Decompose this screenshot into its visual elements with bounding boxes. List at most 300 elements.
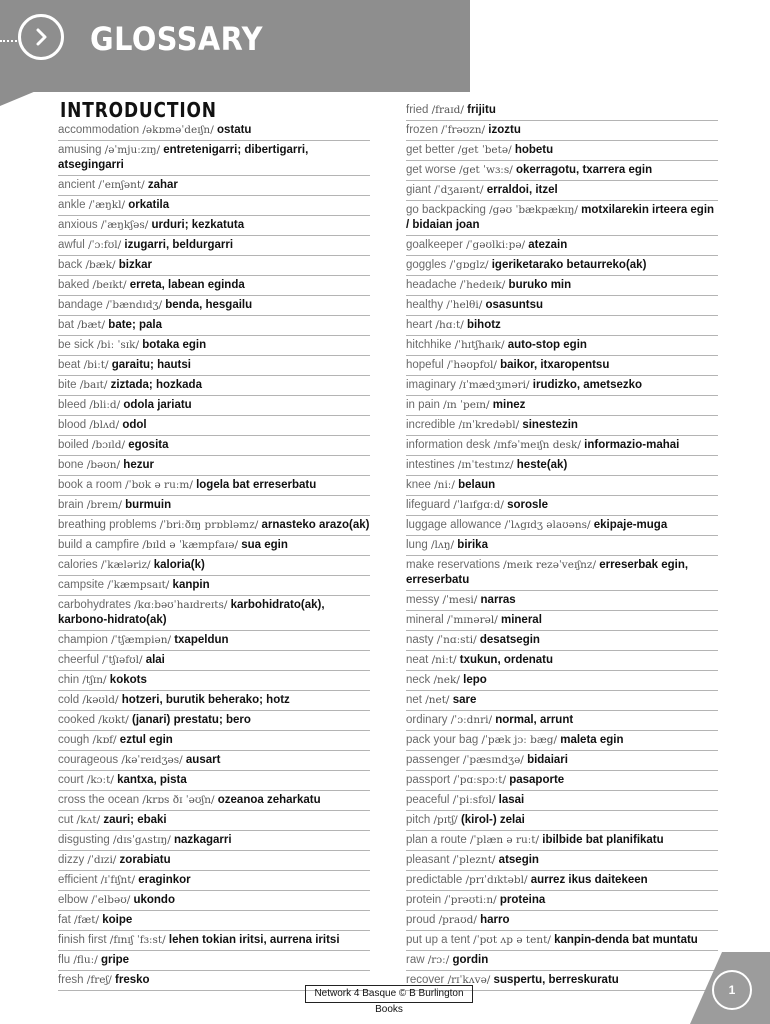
entry-pronunciation: /ˈhelθi/ [446,299,483,311]
glossary-entry [406,516,718,536]
glossary-entry [58,931,370,951]
glossary-entry [58,516,370,536]
entry-translation: suspertu, berreskuratu [493,974,619,986]
entry-pronunciation: /hɑːt/ [435,319,464,331]
glossary-entry [406,556,718,591]
entry-translation: arnasteko arazo(ak) [261,519,370,531]
entry-word: calories [58,559,98,571]
glossary-entry [58,176,370,196]
entry-word: neat [406,654,429,666]
entry-word: cut [58,814,74,826]
glossary-entry [406,296,718,316]
entry-word: mineral [406,614,444,626]
entry-word: heart [406,319,433,331]
entry-word: accommodation [58,124,140,136]
entry-word: knee [406,479,431,491]
entry-pronunciation: /ˈplæn ə ruːt/ [469,834,540,846]
entry-pronunciation: /baɪt/ [79,379,108,391]
glossary-entry [406,951,718,971]
glossary-entry [406,711,718,731]
entry-translation: odol [122,419,147,431]
entry-pronunciation: /bæt/ [77,319,106,331]
entry-word: ordinary [406,714,448,726]
entry-pronunciation: /freʃ/ [86,974,112,986]
entry-translation: desatsegin [479,634,540,646]
entry-translation: zauri; ebaki [103,814,167,826]
glossary-entry [58,751,370,771]
glossary-entry [58,216,370,236]
entry-word: cough [58,734,90,746]
entry-word: bat [58,319,74,331]
entry-translation: informazio-mahai [584,439,680,451]
glossary-entry [58,651,370,671]
entry-translation: baikor, itxaropentsu [500,359,610,371]
entry-translation: pasaporte [509,774,565,786]
entry-translation: ekipaje-muga [593,519,668,531]
entry-translation: txapeldun [174,634,229,646]
entry-translation: ziztada; hozkada [110,379,202,391]
entry-word: build a campfire [58,539,140,551]
entry-word: cold [58,694,80,706]
glossary-entry [58,596,370,631]
entry-word: goggles [406,259,447,271]
entry-word: fried [406,104,429,116]
entry-pronunciation: /ˈmesi/ [442,594,478,606]
entry-translation: egosita [128,439,169,451]
entry-pronunciation: /ˈmɪnərəl/ [446,614,498,626]
entry-pronunciation: /ˈlaɪfgɑːd/ [453,499,504,511]
glossary-entry [406,671,718,691]
entry-pronunciation: /kɔːt/ [86,774,114,786]
entry-pronunciation: /ˈpʊt ʌp ə tent/ [473,934,551,946]
entry-translation: ausart [185,754,221,766]
chevron-right-icon [18,14,64,60]
entry-pronunciation: /biː ˈsɪk/ [97,339,140,351]
glossary-entry [406,691,718,711]
entry-word: campsite [58,579,105,591]
entry-translation: ostatu [216,124,252,136]
entry-word: brain [58,499,84,511]
glossary-entry [406,476,718,496]
entry-translation: kokots [109,674,147,686]
entry-translation: erreta, labean eginda [129,279,245,291]
entry-word: pack your bag [406,734,479,746]
entry-word: hopeful [406,359,444,371]
entry-translation: aurrez ikus daitekeen [530,874,648,886]
entry-pronunciation: /ɪnˈtestɪnz/ [457,459,514,471]
entry-translation: maleta egin [560,734,624,746]
entry-translation: eraginkor [138,874,191,886]
entry-word: frozen [406,124,438,136]
glossary-entry [406,651,718,671]
entry-translation: ukondo [133,894,175,906]
entry-pronunciation: /ˈpɑːspɔːt/ [453,774,507,786]
entry-translation: fresko [115,974,150,986]
glossary-entry [406,376,718,396]
entry-word: bleed [58,399,87,411]
entry-pronunciation: /ɪnˈkredəbl/ [458,419,520,431]
entry-word: breathing problems [58,519,157,531]
entry-word: recover [406,974,445,986]
glossary-entry [406,791,718,811]
entry-pronunciation: /beɪkt/ [92,279,127,291]
entry-word: hitchhike [406,339,452,351]
entry-pronunciation: /ˈdɪzi/ [87,854,117,866]
entry-word: efficient [58,874,98,886]
entry-pronunciation: /prɪˈdɪktəbl/ [465,874,528,886]
glossary-entry [58,416,370,436]
glossary-entry [58,576,370,596]
entry-pronunciation: /ˈbændɪdʒ/ [105,299,163,311]
entry-pronunciation: /əkɒməˈdeɪʃn/ [142,124,214,136]
entry-word: boiled [58,439,89,451]
entry-translation: sinestezin [522,419,578,431]
entry-pronunciation: /ɪˈfɪʃnt/ [100,874,136,886]
entry-pronunciation: /lʌŋ/ [430,539,455,551]
glossary-entry [406,831,718,851]
entry-pronunciation: /ˈpæsɪndʒə/ [462,754,524,766]
glossary-entry [58,771,370,791]
glossary-entry [406,771,718,791]
entry-word: net [406,694,422,706]
page-number: 1 [712,970,752,1010]
entry-pronunciation: /bəʊn/ [86,459,121,471]
entry-word: raw [406,954,425,966]
entry-translation: botaka egin [142,339,207,351]
entry-word: lifeguard [406,499,451,511]
entry-word: headache [406,279,457,291]
entry-word: luggage allowance [406,519,502,531]
entry-translation: kanpin-denda bat muntatu [554,934,698,946]
entry-word: back [58,259,83,271]
glossary-entry [406,201,718,236]
entry-translation: lasai [498,794,525,806]
glossary-entry [406,236,718,256]
entry-word: in pain [406,399,440,411]
entry-translation: logela bat erreserbatu [196,479,317,491]
entry-word: book a room [58,479,122,491]
glossary-entry [406,121,718,141]
glossary-entry [58,436,370,456]
entry-word: bone [58,459,84,471]
entry-pronunciation: /ˈhəʊpfʊl/ [446,359,497,371]
entry-translation: normal, arrunt [495,714,574,726]
entry-pronunciation: /ˈhɪtʃhaɪk/ [454,339,505,351]
entry-pronunciation: /ˈkæmpsaɪt/ [107,579,170,591]
entry-word: bandage [58,299,103,311]
entry-translation: osasuntsu [485,299,543,311]
entry-word: incredible [406,419,456,431]
entry-word: intestines [406,459,455,471]
glossary-entry [406,336,718,356]
entry-translation: minez [492,399,526,411]
entry-translation: harro [480,914,510,926]
entry-pronunciation: /bliːd/ [89,399,121,411]
glossary-entry [58,356,370,376]
glossary-entry [58,911,370,931]
entry-pronunciation: /niː/ [434,479,455,491]
entry-pronunciation: /bɔɪld/ [91,439,126,451]
entry-translation: hezur [123,459,154,471]
entry-pronunciation: /ɪn ˈpeɪn/ [443,399,490,411]
entry-word: pitch [406,814,431,826]
entry-translation: txukun, ordenatu [459,654,554,666]
glossary-entry [58,256,370,276]
entry-pronunciation: /bɪld ə ˈkæmpfaɪə/ [142,539,239,551]
entry-translation: zorabiatu [119,854,171,866]
entry-pronunciation: /kəʊld/ [82,694,119,706]
glossary-entry [58,831,370,851]
entry-translation: hobetu [514,144,554,156]
entry-translation: igeriketarako betaurreko(ak) [491,259,647,271]
glossary-entry [58,871,370,891]
entry-pronunciation: /əˈmjuːzɪŋ/ [104,144,161,156]
entry-translation: erraldoi, itzel [486,184,558,196]
glossary-entry [406,731,718,751]
entry-pronunciation: /ˈgɒglz/ [449,259,489,271]
entry-translation: bate; pala [108,319,162,331]
entry-word: make reservations [406,559,500,571]
entry-translation: sare [452,694,477,706]
entry-word: anxious [58,219,98,231]
entry-translation: frijitu [467,104,496,116]
entry-translation: zahar [147,179,178,191]
entry-translation: nazkagarri [174,834,232,846]
entry-word: awful [58,239,85,251]
entry-pronunciation: /ˈɔːdnri/ [450,714,493,726]
entry-pronunciation: /pɪtʃ/ [433,814,458,826]
entry-translation: (kirol-) zelai [460,814,525,826]
glossary-entry [406,316,718,336]
entry-translation: bihotz [466,319,501,331]
entry-translation: irudizko, ametsezko [532,379,643,391]
entry-pronunciation: /ˈhedeɪk/ [459,279,506,291]
entry-word: bite [58,379,77,391]
glossary-entry [406,811,718,831]
glossary-column-right [406,101,718,991]
entry-word: baked [58,279,90,291]
entry-word: beat [58,359,81,371]
glossary-entry [58,556,370,576]
section-heading: INTRODUCTION [60,98,217,122]
glossary-entry [58,316,370,336]
entry-word: giant [406,184,431,196]
entry-pronunciation: /kɑːbəʊˈhaɪdreɪts/ [134,599,228,611]
entry-translation: benda, hesgailu [165,299,253,311]
entry-translation: sua egin [241,539,288,551]
entry-pronunciation: /breɪn/ [86,499,122,511]
glossary-column-left [58,121,370,991]
entry-pronunciation: /fluː/ [73,954,98,966]
entry-translation: karbohidrato(ak), karbono-hidrato(ak) [58,599,325,626]
glossary-entry [58,711,370,731]
entry-pronunciation: /ˈgəʊlkiːpə/ [466,239,526,251]
entry-translation: narras [480,594,516,606]
entry-word: predictable [406,874,463,886]
glossary-entry [406,256,718,276]
glossary-entry [58,791,370,811]
entry-translation: (janari) prestatu; bero [132,714,251,726]
entry-translation: lehen tokian iritsi, aurrena iritsi [168,934,340,946]
glossary-entry [58,891,370,911]
entry-translation: kaloria(k) [153,559,205,571]
entry-word: courageous [58,754,119,766]
entry-translation: ozeanoa zeharkatu [217,794,321,806]
entry-word: fat [58,914,71,926]
entry-pronunciation: /ˈbʊk ə ruːm/ [125,479,193,491]
entry-translation: garaitu; hautsi [111,359,191,371]
entry-word: go backpacking [406,204,486,216]
entry-pronunciation: /kʌt/ [76,814,101,826]
glossary-entry [58,121,370,141]
entry-pronunciation: /rɪˈkʌvə/ [447,974,491,986]
glossary-entry [406,276,718,296]
entry-word: plan a route [406,834,467,846]
entry-word: chin [58,674,80,686]
glossary-entry [58,336,370,356]
glossary-entry [406,536,718,556]
entry-word: imaginary [406,379,456,391]
glossary-entry [58,456,370,476]
entry-pronunciation: /bæk/ [85,259,116,271]
glossary-entry [58,671,370,691]
entry-pronunciation: /ɪnfəˈmeɪʃn desk/ [493,439,581,451]
glossary-entry [406,396,718,416]
entry-translation: izugarri, beldurgarri [124,239,234,251]
glossary-entry [58,691,370,711]
glossary-entry [406,356,718,376]
glossary-entry [406,871,718,891]
entry-pronunciation: /niːt/ [431,654,457,666]
entry-word: neck [406,674,431,686]
entry-pronunciation: /ˈɔːfʊl/ [88,239,122,251]
entry-word: carbohydrates [58,599,131,611]
glossary-entry [406,591,718,611]
entry-word: court [58,774,84,786]
glossary-entry [406,911,718,931]
glossary-entry [406,181,718,201]
glossary-entry [58,951,370,971]
entry-translation: okerragotu, txarrera egin [515,164,653,176]
entry-pronunciation: /nek/ [433,674,460,686]
entry-pronunciation: /ˈæŋkl/ [88,199,126,211]
entry-pronunciation: /meɪk rezəˈveɪʃnz/ [503,559,596,571]
entry-word: healthy [406,299,444,311]
glossary-entry [406,456,718,476]
entry-word: messy [406,594,440,606]
entry-word: cooked [58,714,96,726]
entry-translation: atsegin [498,854,539,866]
entry-translation: urduri; kezkatuta [151,219,245,231]
entry-translation: proteina [499,894,546,906]
glossary-entry [58,276,370,296]
entry-pronunciation: /biːt/ [83,359,109,371]
entry-pronunciation: /get ˈbetə/ [457,144,512,156]
entry-word: passport [406,774,451,786]
entry-pronunciation: /ˈtʃæmpiən/ [111,634,171,646]
entry-word: get better [406,144,455,156]
entry-translation: odola jariatu [123,399,192,411]
page-title: GLOSSARY [90,20,263,58]
entry-pronunciation: /ˈnɑːsti/ [436,634,477,646]
entry-translation: orkatila [128,199,170,211]
entry-word: lung [406,539,428,551]
entry-pronunciation: /net/ [425,694,450,706]
glossary-entry [406,931,718,951]
glossary-entry [406,751,718,771]
glossary-entry [58,141,370,176]
glossary-entry [58,811,370,831]
entry-translation: belaun [458,479,496,491]
entry-translation: koipe [102,914,133,926]
entry-word: get worse [406,164,456,176]
entry-pronunciation: /kəˈreɪdʒəs/ [121,754,183,766]
entry-pronunciation: /fæt/ [74,914,100,926]
entry-translation: ibilbide bat planifikatu [542,834,664,846]
entry-pronunciation: /ˈkæləriz/ [100,559,151,571]
glossary-entry [406,436,718,456]
glossary-entry [58,476,370,496]
entry-word: flu [58,954,71,966]
glossary-entry [58,631,370,651]
entry-pronunciation: /praʊd/ [438,914,477,926]
entry-translation: auto-stop egin [507,339,587,351]
glossary-entry [58,536,370,556]
entry-translation: lepo [463,674,487,686]
glossary-entry [406,496,718,516]
glossary-entry [58,496,370,516]
entry-pronunciation: /dɪsˈgʌstɪŋ/ [113,834,171,846]
entry-word: amusing [58,144,102,156]
glossary-entry [58,396,370,416]
entry-translation: erreserbak egin, erreserbatu [406,559,689,586]
entry-pronunciation: /ˈdʒaɪənt/ [434,184,484,196]
entry-translation: kanpin [172,579,210,591]
glossary-entry [406,141,718,161]
entry-translation: buruko min [508,279,572,291]
entry-pronunciation: /ˈlʌgɪdʒ əlaʊəns/ [504,519,591,531]
entry-word: finish first [58,934,107,946]
entry-word: passenger [406,754,460,766]
entry-word: cross the ocean [58,794,140,806]
entry-pronunciation: /gəʊ ˈbækpækɪŋ/ [489,204,578,216]
entry-word: information desk [406,439,491,451]
entry-word: protein [406,894,442,906]
glossary-entry [406,101,718,121]
entry-pronunciation: /ˈæŋkʃəs/ [100,219,149,231]
entry-translation: entretenigarri; dibertigarri, atsegingarri [58,144,309,171]
glossary-entry [58,376,370,396]
entry-word: goalkeeper [406,239,463,251]
entry-pronunciation: /ˈelbəʊ/ [91,894,131,906]
entry-pronunciation: /ˈtʃɪəfʊl/ [102,654,143,666]
entry-pronunciation: /kʊkt/ [98,714,129,726]
entry-translation: motxilarekin irteera egin / bidaian joan [406,204,715,231]
entry-word: fresh [58,974,84,986]
entry-pronunciation: /tʃɪn/ [82,674,107,686]
entry-word: be sick [58,339,94,351]
glossary-entry [58,236,370,256]
entry-pronunciation: /ˈpleznt/ [452,854,496,866]
entry-translation: alai [145,654,165,666]
glossary-entry [406,891,718,911]
entry-pronunciation: /ˈpæk jɔː bæg/ [481,734,558,746]
glossary-entry [58,851,370,871]
entry-pronunciation: /ˈfrəʊzn/ [441,124,486,136]
entry-translation: burmuin [125,499,172,511]
footer-credit: Network 4 Basque © B Burlington Books [305,985,473,1003]
entry-pronunciation: /krɒs ðɪ ˈəʊʃn/ [142,794,215,806]
